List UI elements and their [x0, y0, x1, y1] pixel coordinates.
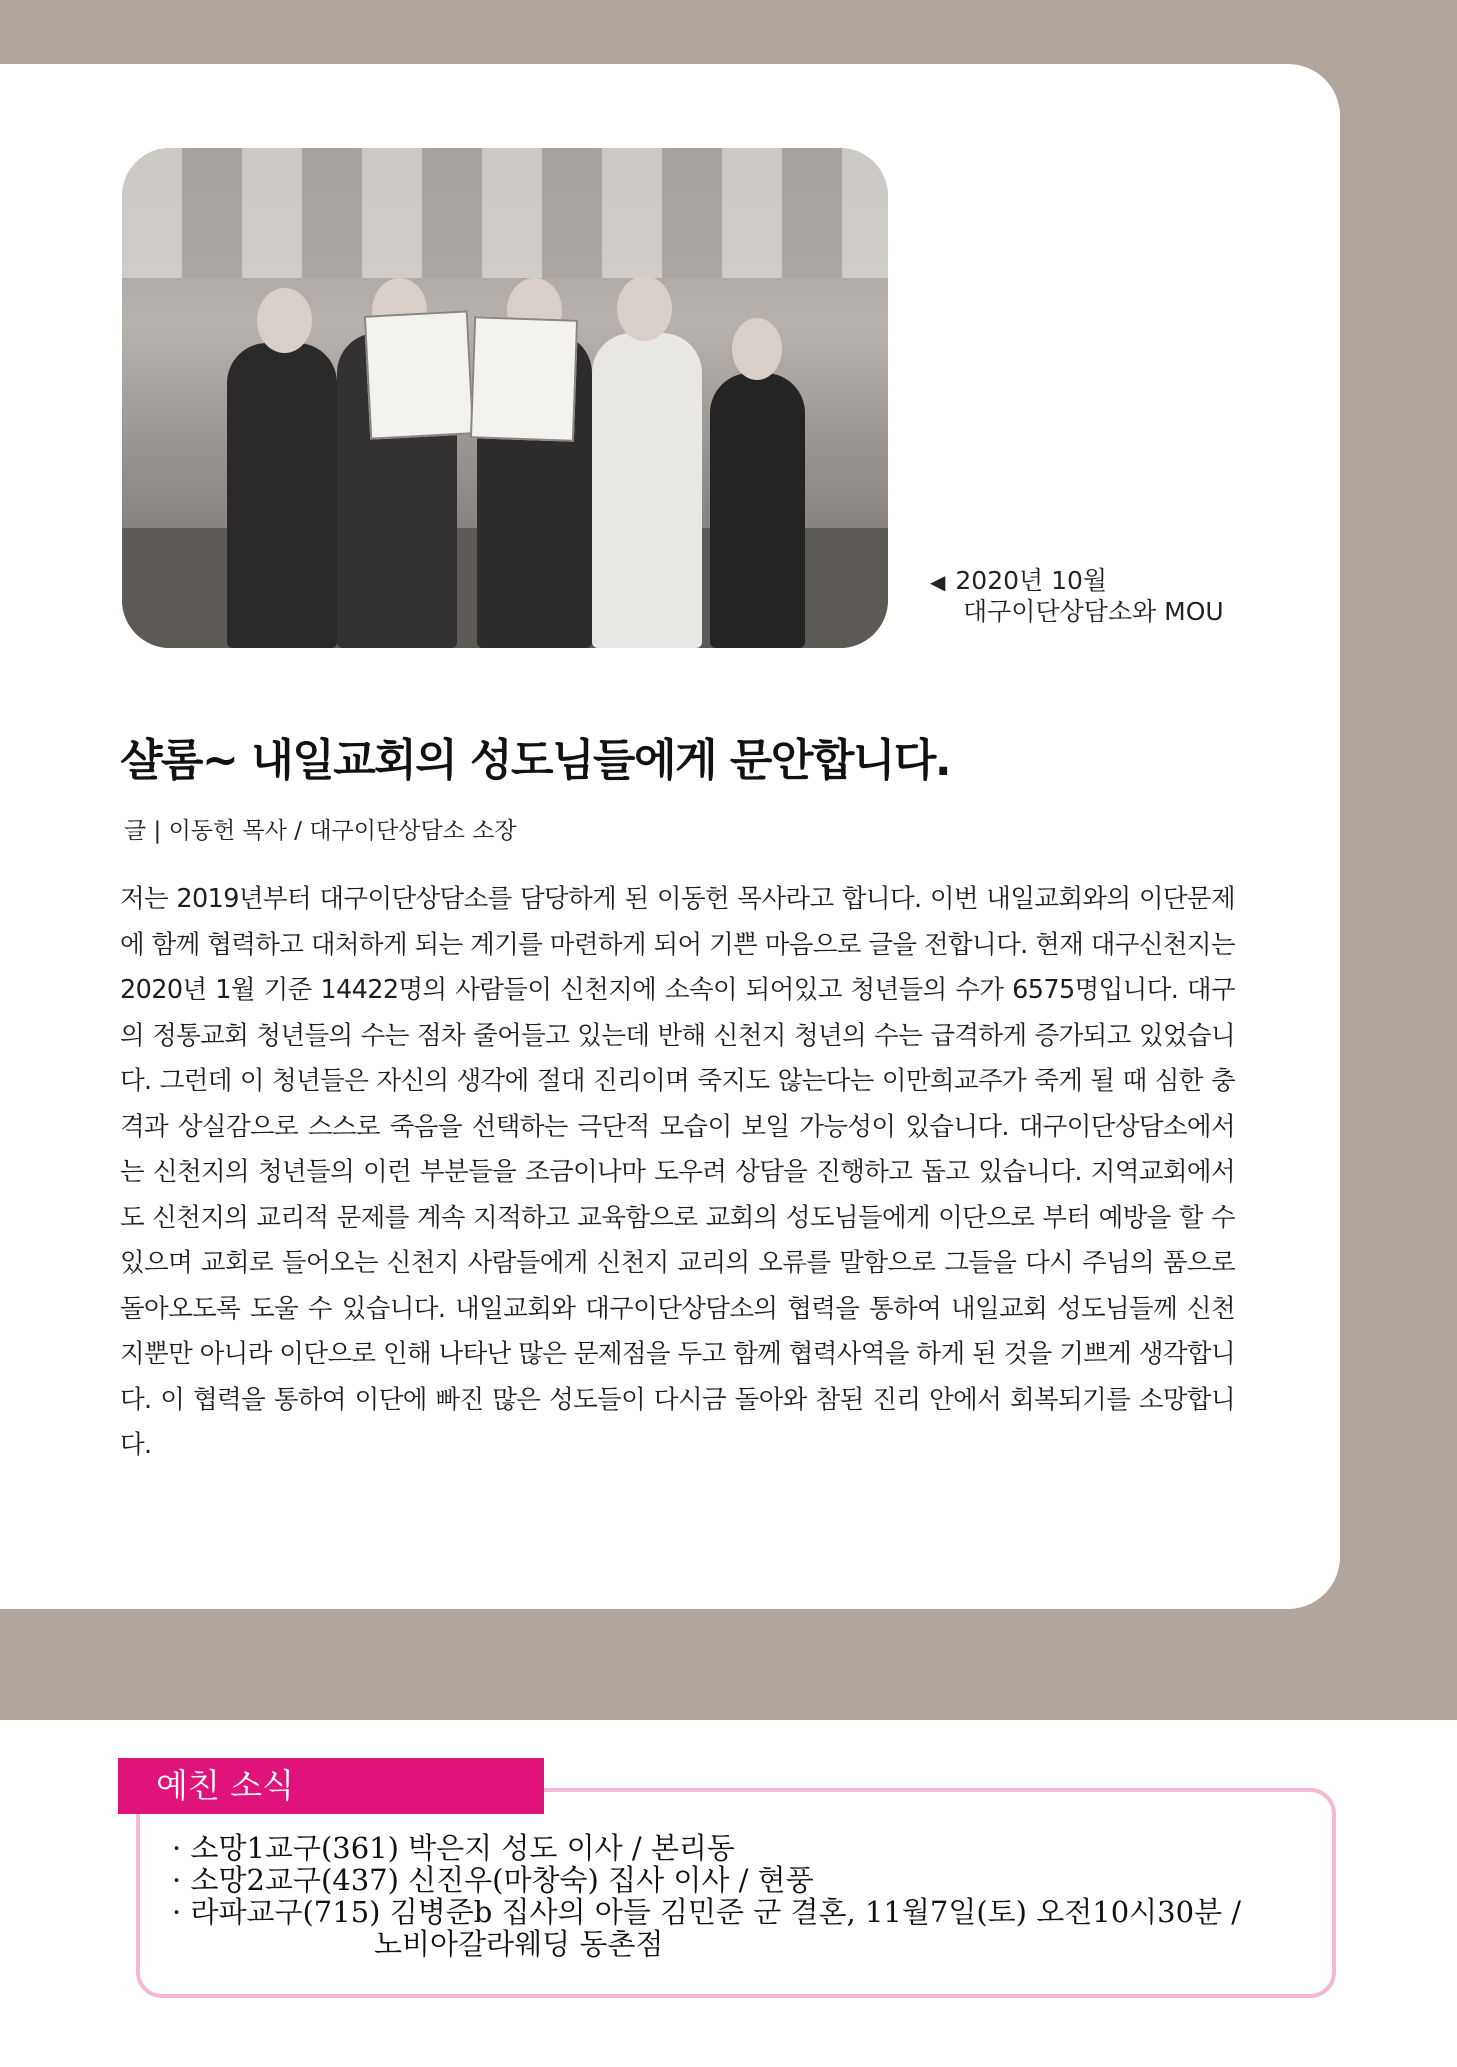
person-4	[592, 333, 702, 648]
news-item: · 소망1교구(361) 박은지 성도 이사 / 본리동	[172, 1831, 735, 1865]
news-item-continuation: 노비아갈라웨딩 동촌점	[374, 1927, 664, 1961]
article-title: 샬롬~ 내일교회의 성도님들에게 문안합니다.	[120, 735, 951, 786]
news-item	[172, 1896, 1241, 1960]
news-list	[172, 1832, 1241, 1960]
caption-line-1: 2020년 10월	[955, 566, 1108, 595]
news-item: · 소망2교구(437) 신진우(마창숙) 집사 이사 / 현풍	[172, 1863, 814, 1897]
photo-ceiling	[122, 148, 888, 278]
caption-line-2: 대구이단상담소와 MOU	[963, 597, 1224, 626]
mou-document-left	[364, 310, 474, 439]
mou-document-right	[470, 316, 578, 442]
group-photo	[122, 148, 888, 648]
news-item-text: · 라파교구(715) 김병준b 집사의 아들 김민준 군 결혼, 11월7일(토) 오전10시30분 /	[172, 1895, 1242, 1929]
article-body: 저는 2019년부터 대구이단상담소를 담당하게 된 이동헌 목사라고 합니다. 이번 내일교회와의 이단문제에 함께 협력하고 대처하게 되는 계기를 마련하게 되어 기쁜 마음으로 글을 전합니다. 현재 대구신천지는 2020년 1월 기준 14422명의 사람들이 신천지에 소속이 되어있고 청년들의 수가 6575명입니다. 대구의 정통교회 청년들의 수는 점차 줄어들고 있는데 반해 신천지 청년의 수는 급격하게 증가되고 있었습니다. 그런데 이 청년들은 자신의 생각에 절대 진리이며 죽지도 않는다는 이만희교주가 죽게 될 때 심한 충격과 상실감으로 스스로 죽음을 선택하는 극단적 모습이 보일 가능성이 있습니다. 대구이단상담소에서는 신천지의 청년들의 이런 부분들을 조금이나마 도우려 상담을 진행하고 돕고 있습니다. 지역교회에서도 신천지의 교리적 문제를 계속 지적하고 교육함으로 교회의 성도님들에게 이단으로 부터 예방을 할 수 있으며 교회로 들어오는 신천지 사람들에게 신천지 교리의 오류를 말함으로 그들을 다시 주님의 품으로 돌아오도록 도울 수 있습니다. 내일교회와 대구이단상담소의 협력을 통하여 내일교회 성도님들께 신천지뿐만 아니라 이단으로 인해 나타난 많은 문제점을 두고 함께 협력사역을 하게 된 것을 기쁘게 생각합니다. 이 협력을 통하여 이단에 빠진 많은 성도들이 다시금 돌아와 참된 진리 안에서 회복되기를 소망합니다.	[120, 884, 1235, 1460]
photo-caption	[930, 566, 1224, 627]
caption-arrow-icon: ◀	[930, 570, 946, 594]
article-byline: 글 | 이동헌 목사 / 대구이단상담소 소장	[124, 818, 517, 844]
person-4-head	[617, 276, 672, 341]
person-5	[710, 373, 805, 648]
person-1-head	[257, 288, 312, 353]
person-5-head	[732, 318, 782, 380]
news-section-label: 예친 소식	[118, 1758, 544, 1814]
person-1	[227, 343, 337, 648]
